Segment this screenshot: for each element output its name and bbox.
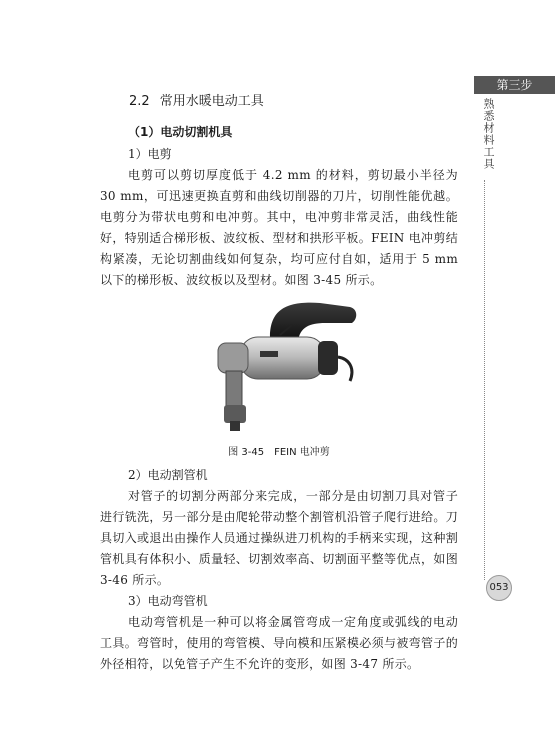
section-heading bbox=[129, 90, 458, 114]
item-heading-pipe-bender: 3）电动弯管机 bbox=[128, 594, 208, 608]
figure-number: 图 3-45 bbox=[228, 447, 265, 458]
paragraph-pipe-bender: 电动弯管机是一种可以将金属管弯成一定角度或弧线的电动工具。弯管时，使用的弯管模、导向模和压紧模必须与被弯管子的外径相符，以免管子产生不允许的变形，如图 3-47 所示。 bbox=[100, 615, 458, 671]
step-title: 熟悉材料工具 bbox=[482, 98, 495, 170]
section-title: 常用水暖电动工具 bbox=[159, 94, 264, 109]
page-content bbox=[100, 90, 458, 675]
page-number: 053 bbox=[486, 575, 512, 601]
paragraph-shears: 电剪可以剪切厚度低于 4.2 mm 的材料，剪切最小半径为 30 mm，可迅速更换直剪和曲线切削器的刀片，切削性能优越。电剪分为带状电剪和电冲剪。其中，电冲剪非常灵活，曲线性能好，特别适合梯形板、波纹板、型材和拱形平板。FEIN 电冲剪结构紧凑，无论切割曲线如何复杂，均可应付自如，适用于 5 mm 以下的梯形板、波纹板以及型材。如图 3-45 所示。 bbox=[100, 168, 458, 287]
figure-caption bbox=[100, 443, 458, 458]
step-tab: 第三步 bbox=[474, 76, 555, 94]
fein-nibbler-image bbox=[200, 297, 360, 439]
paragraph-pipe-cutter: 对管子的切割分两部分来完成，一部分是由切割刀具对管子进行铣洗，另一部分是由爬轮带动整个割管机沿管子爬行进给。刀具切入或退出由操作人员通过操纵进刀机构的手柄来实现，这种割管机具有体积小、质量轻、切割效率高、切割面平整等优点，如图 3-46 所示。 bbox=[100, 489, 458, 587]
figure-caption-text: FEIN 电冲剪 bbox=[274, 447, 330, 458]
section-number: 2.2 bbox=[129, 94, 150, 109]
item-heading-shears: 1）电剪 bbox=[128, 147, 172, 161]
figure-3-45 bbox=[100, 293, 458, 465]
subsection-heading: （1）电动切割机具 bbox=[128, 125, 233, 139]
sidebar-divider bbox=[484, 180, 485, 580]
item-heading-pipe-cutter: 2）电动割管机 bbox=[128, 468, 208, 482]
